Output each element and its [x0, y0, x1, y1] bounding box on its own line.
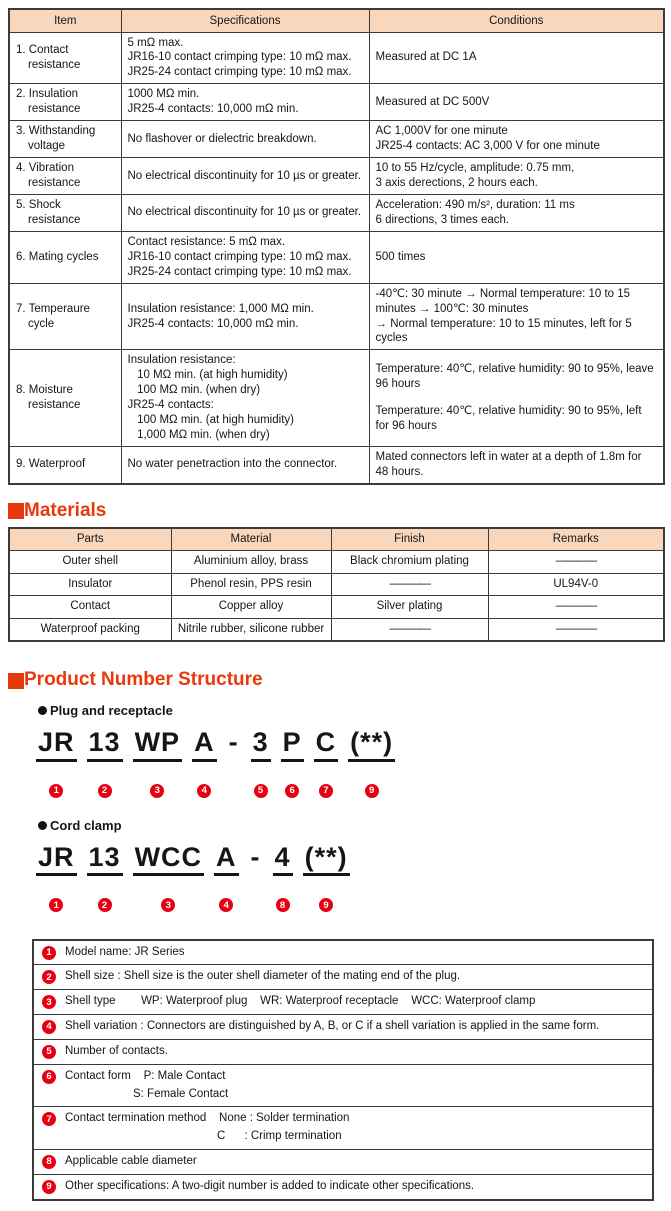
cond-line: Temperature: 40℃, relative humidity: 90 to 95%, left for 96 hours: [375, 405, 642, 433]
circled-number-badge: 7: [319, 784, 333, 798]
materials-row-waterproof-packing: [9, 618, 664, 641]
materials-title: Materials: [24, 499, 107, 521]
legend-text: S: Female Contact: [133, 1087, 229, 1100]
item-label: 6. Mating cycles: [16, 250, 99, 263]
cond-line: Acceleration: 490 m/s², duration: 11 ms: [375, 198, 575, 211]
legend-row-shell-type: [34, 990, 652, 1015]
spec-line: 1000 MΩ min.: [127, 88, 200, 101]
materials-cell: ————: [488, 618, 664, 641]
materials-cell: Aluminium alloy, brass: [171, 551, 331, 574]
materials-header-remarks: Remarks: [488, 528, 664, 551]
spec-line: 5 mΩ max.: [127, 36, 184, 49]
materials-cell: Outer shell: [9, 551, 171, 574]
pn-segment: A 4: [216, 842, 237, 911]
plug-part-number: [36, 728, 663, 798]
legend-row-cable-diameter: [34, 1150, 652, 1175]
pn-segment: JR 1: [38, 842, 75, 911]
spec-line: No electrical discontinuity for 10 µs or greater.: [127, 169, 362, 182]
spec-line: Insulation resistance:: [127, 354, 236, 367]
spec-row-contact-resistance: [9, 32, 664, 84]
pns-section-heading: [8, 670, 663, 691]
spec-line: JR16-10 contact crimping type: 10 mΩ max.: [127, 51, 352, 64]
materials-cell: Phenol resin, PPS resin: [171, 573, 331, 596]
item-label: 4. Vibration resistance: [16, 162, 81, 189]
circled-number-badge: 2: [98, 898, 112, 912]
spec-row-shock-resistance: [9, 194, 664, 231]
spec-header-conditions: Conditions: [369, 9, 664, 32]
pn-segment: (**) 9: [304, 842, 348, 911]
spec-row-temperature-cycle: [9, 283, 664, 350]
circled-number-badge: 4: [42, 1020, 56, 1034]
pn-segment: WCC 3: [134, 842, 203, 911]
circled-number-badge: 3: [42, 995, 56, 1009]
legend-row-shell-variation: [34, 1015, 652, 1040]
pn-segment: C 7: [315, 727, 337, 797]
pn-segment: (**) 9: [350, 727, 394, 797]
pn-segment-dash: -: [228, 727, 239, 758]
legend-text: Contact termination method None : Solder termination: [65, 1112, 350, 1125]
circled-number-badge: 4: [197, 784, 211, 798]
legend-text: Shell size : Shell size is the outer shell diameter of the mating end of the plug.: [65, 970, 461, 983]
circled-number-badge: 5: [42, 1045, 56, 1059]
materials-header-parts: Parts: [9, 528, 171, 551]
pn-segment: 3 5: [252, 727, 269, 797]
pn-segment: P 6: [282, 727, 302, 797]
materials-cell: UL94V-0: [488, 573, 664, 596]
legend-text: Other specifications: A two-digit number is added to indicate other specifications.: [65, 1179, 475, 1192]
legend-row-shell-size: [34, 965, 652, 990]
materials-cell: ————: [331, 573, 488, 596]
cond-line: 10 to 55 Hz/cycle, amplitude: 0.75 mm,: [375, 162, 575, 175]
pn-segment: A 4: [194, 727, 215, 797]
circled-number-badge: 1: [49, 898, 63, 912]
legend-row-contact-termination: [34, 1107, 652, 1150]
materials-cell: ————: [488, 551, 664, 574]
circled-number-badge: 1: [42, 946, 56, 960]
circled-number-badge: 9: [365, 784, 379, 798]
materials-cell: Waterproof packing: [9, 618, 171, 641]
spec-line: Insulation resistance: 1,000 MΩ min.: [127, 302, 314, 315]
spec-line: 10 MΩ min. (at high humidity): [127, 369, 288, 382]
pn-segment: 4 8: [274, 842, 291, 911]
pn-segment: WP 3: [134, 727, 181, 797]
materials-cell: Insulator: [9, 573, 171, 596]
materials-header-material: Material: [171, 528, 331, 551]
circled-number-badge: 7: [42, 1112, 56, 1126]
spec-line: No flashover or dielectric breakdown.: [127, 132, 317, 145]
circled-number-badge: 2: [98, 784, 112, 798]
cond-line: 3 axis derections, 2 hours each.: [375, 177, 538, 189]
cord-clamp-label: Cord clamp: [50, 818, 122, 834]
circled-number-badge: 3: [150, 784, 164, 798]
legend-text: Number of contacts.: [65, 1044, 168, 1057]
cond-line: 6 directions, 3 times each.: [375, 213, 510, 226]
item-label: 3. Withstanding voltage: [16, 125, 96, 153]
circled-number-badge: 3: [161, 898, 175, 912]
red-square-icon: [8, 503, 24, 519]
part-number-legend-table: [32, 939, 654, 1201]
spec-row-mating-cycles: [9, 231, 664, 283]
circled-number-badge: 4: [219, 898, 233, 912]
pn-segment: 13 2: [88, 842, 121, 911]
pn-segment-dash: -: [250, 842, 261, 873]
cond-line: Temperature: 40℃, relative humidity: 90 to 95%, leave 96 hours: [375, 363, 654, 391]
spec-line: 1,000 MΩ min. (when dry): [127, 429, 270, 442]
legend-text: Model name: JR Series: [65, 945, 185, 958]
spec-line: JR25-24 contact crimping type: 10 mΩ max.: [127, 66, 352, 79]
circled-number-badge: 9: [42, 1180, 56, 1194]
cond-line: Measured at DC 1A: [375, 51, 477, 64]
materials-row-contact: [9, 596, 664, 619]
materials-cell: Black chromium plating: [331, 551, 488, 574]
circled-number-badge: 2: [42, 970, 56, 984]
spec-line: Contact resistance: 5 mΩ max.: [127, 235, 286, 248]
cond-line: Measured at DC 500V: [375, 95, 490, 108]
materials-header-row: [9, 528, 664, 551]
cond-line: Mated connectors left in water at a depth of 1.8m for 48 hours.: [375, 451, 642, 478]
spec-line: JR16-10 contact crimping type: 10 mΩ max.: [127, 250, 352, 263]
materials-table: [8, 527, 665, 643]
spec-line: JR25-4 contacts: 10,000 mΩ min.: [127, 103, 299, 116]
item-label: 5. Shock resistance: [16, 198, 81, 226]
circled-number-badge: 9: [319, 898, 333, 912]
circled-number-badge: 6: [42, 1070, 56, 1084]
spec-row-moisture-resistance: [9, 350, 664, 447]
cond-line: AC 1,000V for one minute: [375, 125, 508, 138]
materials-cell: ————: [331, 618, 488, 641]
spec-header-item: Item: [9, 9, 121, 32]
materials-cell: ————: [488, 596, 664, 619]
cond-line: JR25-4 contacts: AC 3,000 V for one minute: [375, 140, 600, 153]
circled-number-badge: 8: [42, 1155, 56, 1169]
materials-cell: Contact: [9, 596, 171, 619]
plug-receptacle-subheading: [38, 703, 663, 718]
materials-row-insulator: [9, 573, 664, 596]
item-label: 9. Waterproof: [16, 458, 86, 471]
spec-header-specifications: Specifications: [121, 9, 369, 32]
spec-row-vibration-resistance: [9, 158, 664, 195]
item-label: 8. Moisture resistance: [16, 384, 81, 412]
specifications-table: [8, 8, 665, 485]
spec-row-waterproof: [9, 447, 664, 484]
cord-clamp-subheading: [38, 818, 663, 833]
spec-line: 100 MΩ min. (at high humidity): [127, 414, 294, 427]
clamp-part-number: [36, 843, 663, 913]
item-label: 2. Insulation resistance: [16, 88, 81, 116]
materials-row-outer-shell: [9, 551, 664, 574]
plug-receptacle-label: Plug and receptacle: [50, 703, 173, 719]
legend-row-contact-form: [34, 1065, 652, 1108]
legend-text: C : Crimp termination: [217, 1130, 342, 1143]
spec-line: JR25-24 contact crimping type: 10 mΩ max.: [127, 265, 352, 278]
cond-line: -40℃: 30 minute → Normal temperature: 10 to 15 minutes → 100℃: 30 minutes: [375, 287, 631, 315]
cond-line: 500 times: [375, 250, 426, 263]
legend-text: Applicable cable diameter: [65, 1154, 197, 1167]
spec-line: JR25-4 contacts: 10,000 mΩ min.: [127, 317, 299, 330]
spec-header-row: [9, 9, 664, 32]
pns-title: Product Number Structure: [24, 669, 263, 691]
legend-text: Contact form P: Male Contact: [65, 1069, 226, 1082]
spec-line: 100 MΩ min. (when dry): [127, 384, 261, 397]
legend-row-number-of-contacts: [34, 1040, 652, 1065]
spec-row-withstanding-voltage: [9, 121, 664, 158]
materials-cell: Nitrile rubber, silicone rubber: [171, 618, 331, 641]
cond-line: → Normal temperature: 10 to 15 minutes, left for 5 cycles: [375, 317, 632, 345]
circled-number-badge: 6: [285, 784, 299, 798]
legend-row-other-specifications: [34, 1175, 652, 1199]
materials-cell: Copper alloy: [171, 596, 331, 619]
item-label: 7. Temperaure cycle: [16, 302, 90, 330]
spec-line: No water penetraction into the connector.: [127, 458, 338, 471]
circled-number-badge: 5: [254, 784, 268, 798]
legend-text: Shell variation : Connectors are distinguished by A, B, or C if a shell variation is applied in the same form.: [65, 1020, 600, 1033]
legend-row-model-name: [34, 941, 652, 966]
spec-row-insulation-resistance: [9, 84, 664, 121]
circle-bullet-icon: [38, 706, 47, 715]
item-label: 1. Contact resistance: [16, 43, 81, 71]
pn-segment: JR 1: [38, 727, 75, 797]
materials-section-heading: [8, 501, 663, 522]
materials-cell: Silver plating: [331, 596, 488, 619]
red-square-icon: [8, 673, 24, 689]
legend-text: Shell type WP: Waterproof plug WR: Waterproof receptacle WCC: Waterproof clamp: [65, 995, 536, 1008]
circled-number-badge: 1: [49, 784, 63, 798]
product-number-structure-section: [8, 670, 663, 1200]
circled-number-badge: 8: [276, 898, 290, 912]
circle-bullet-icon: [38, 821, 47, 830]
spec-line: No electrical discontinuity for 10 µs or greater.: [127, 206, 362, 219]
materials-header-finish: Finish: [331, 528, 488, 551]
spec-line: JR25-4 contacts:: [127, 399, 214, 412]
pn-segment: 13 2: [88, 727, 121, 797]
